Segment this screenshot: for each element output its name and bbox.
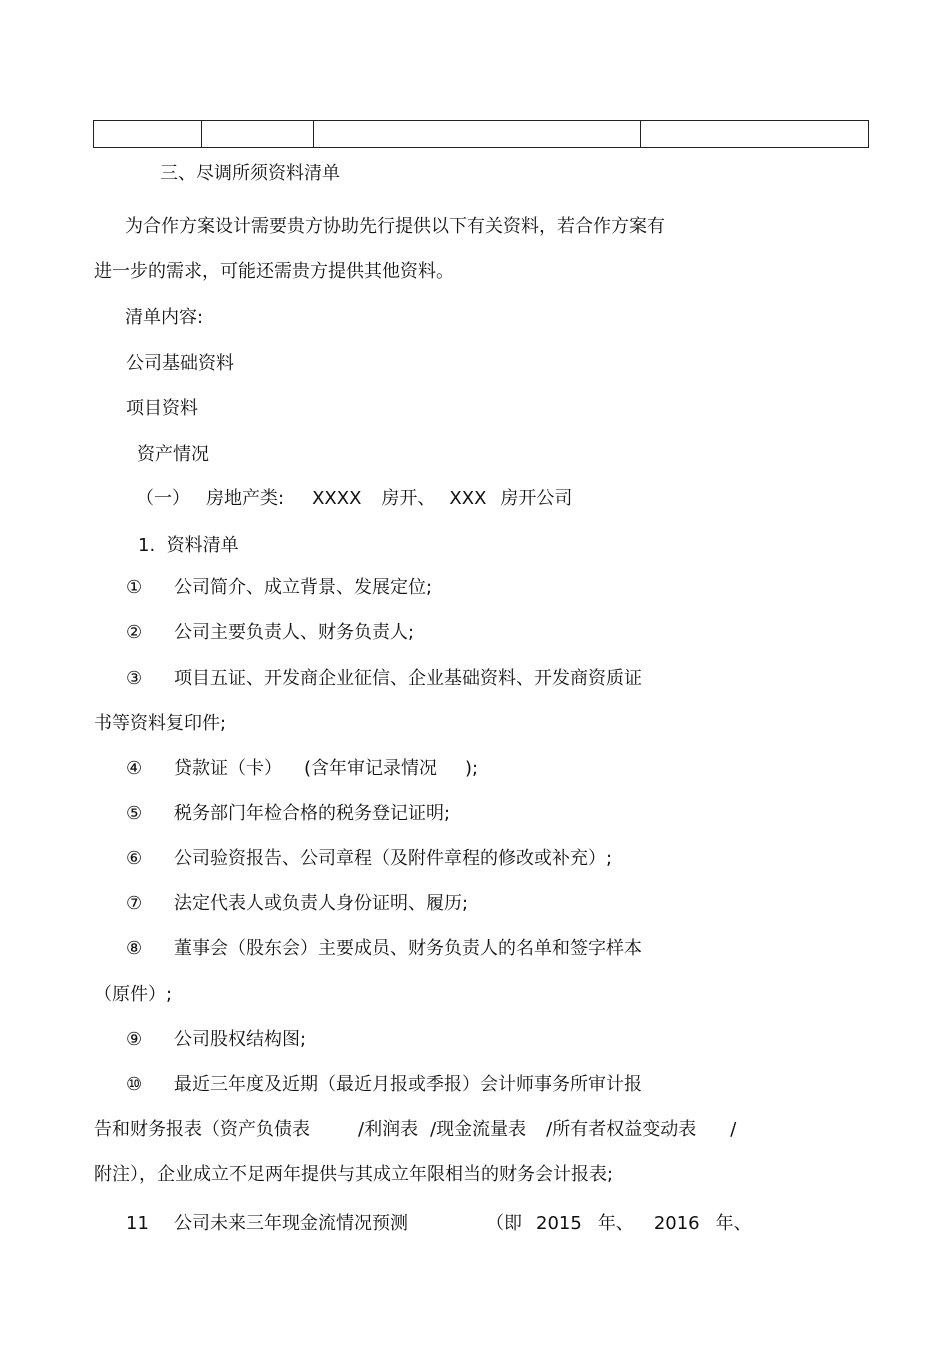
year-1-suffix: 年、 xyxy=(597,1213,634,1234)
item-marker: ⑥ xyxy=(126,848,143,869)
intro-line-2: 进一步的需求，可能还需贵方提供其他资料。 xyxy=(94,261,454,282)
item-text: 公司简介、成立背景、发展定位; xyxy=(174,577,433,598)
item-marker: 11 xyxy=(126,1213,149,1234)
list-item xyxy=(126,802,450,826)
company-2-suffix: 房开公司 xyxy=(500,488,573,509)
item-text: 董事会（股东会）主要成员、财务负责人的名单和签字样本 xyxy=(174,938,642,959)
item-marker: ⑩ xyxy=(126,1074,143,1095)
item-text: 税务部门年检合格的税务登记证明; xyxy=(174,803,451,824)
category-project: 项目资料 xyxy=(126,398,198,419)
report-part: /利润表 xyxy=(358,1119,419,1140)
table-fragment xyxy=(93,120,869,148)
company-1-suffix: 房开、 xyxy=(381,488,436,509)
category-assets: 资产情况 xyxy=(137,444,209,465)
year-1: 2015 xyxy=(536,1213,582,1234)
item-marker: ① xyxy=(126,577,143,598)
item-marker: ⑤ xyxy=(126,803,143,824)
report-part: /所有者权益变动表 xyxy=(546,1119,697,1140)
section-title: 三、尽调所须资料清单 xyxy=(160,163,340,184)
list-item xyxy=(126,1028,306,1052)
item-marker: ⑧ xyxy=(126,938,143,959)
item-text: 项目五证、开发商企业征信、企业基础资料、开发商资质证 xyxy=(174,668,642,689)
list-item xyxy=(126,892,468,916)
item-continuation: （原件）; xyxy=(94,984,173,1005)
category-company: 公司基础资料 xyxy=(126,353,234,374)
table-cell xyxy=(641,121,868,147)
item-continuation: 附注），企业成立不足两年提供与其成立年限相当的财务会计报表; xyxy=(94,1164,614,1185)
list-heading: 清单内容: xyxy=(125,307,204,328)
intro-line-1: 为合作方案设计需要贵方协助先行提供以下有关资料，若合作方案有 xyxy=(125,216,665,237)
item-text: 法定代表人或负责人身份证明、履历; xyxy=(174,893,469,914)
company-2: XXX xyxy=(449,488,487,509)
item-text: 贷款证（卡） xyxy=(174,758,282,779)
list-item xyxy=(126,757,478,781)
list-item xyxy=(126,621,414,645)
item-text: 公司验资报告、公司章程（及附件章程的修改或补充）; xyxy=(174,848,613,869)
table-cell xyxy=(314,121,641,147)
table-cell xyxy=(94,121,202,147)
table-cell xyxy=(202,121,314,147)
real-estate-line xyxy=(136,487,572,511)
doc-list-title: 1. 资料清单 xyxy=(138,535,239,556)
list-item xyxy=(126,576,432,600)
item-marker: ② xyxy=(126,622,143,643)
list-item xyxy=(126,847,612,871)
item-marker: ④ xyxy=(126,758,143,779)
item-text-detail: (含年审记录情况 xyxy=(304,758,438,779)
year-2-suffix: 年、 xyxy=(715,1213,752,1234)
item-text: 最近三年度及近期（最近月报或季报）会计师事务所审计报 xyxy=(174,1074,642,1095)
item-text-end: ); xyxy=(465,758,479,779)
item-marker: ⑨ xyxy=(126,1029,143,1050)
report-part: / xyxy=(730,1119,737,1140)
item-forecast-open: （即 xyxy=(486,1213,522,1234)
item-text: 公司未来三年现金流情况预测 xyxy=(174,1213,408,1234)
item-text: 公司股权结构图; xyxy=(174,1029,307,1050)
item-marker: ⑦ xyxy=(126,893,143,914)
item-text: 公司主要负责人、财务负责人; xyxy=(174,622,415,643)
item-marker: ③ xyxy=(126,668,143,689)
item-continuation: 书等资料复印件; xyxy=(94,713,227,734)
list-item xyxy=(126,667,642,691)
list-item xyxy=(126,1212,752,1236)
real-estate-label: （一） xyxy=(136,488,190,509)
company-1: XXXX xyxy=(312,488,362,509)
report-part: 告和财务报表（资产负债表 xyxy=(94,1119,310,1140)
report-part: /现金流量表 xyxy=(430,1119,527,1140)
list-item xyxy=(126,937,642,961)
year-2: 2016 xyxy=(653,1213,700,1234)
list-item xyxy=(126,1073,642,1097)
item-continuation xyxy=(94,1118,736,1142)
real-estate-type: 房地产类: xyxy=(206,488,285,509)
